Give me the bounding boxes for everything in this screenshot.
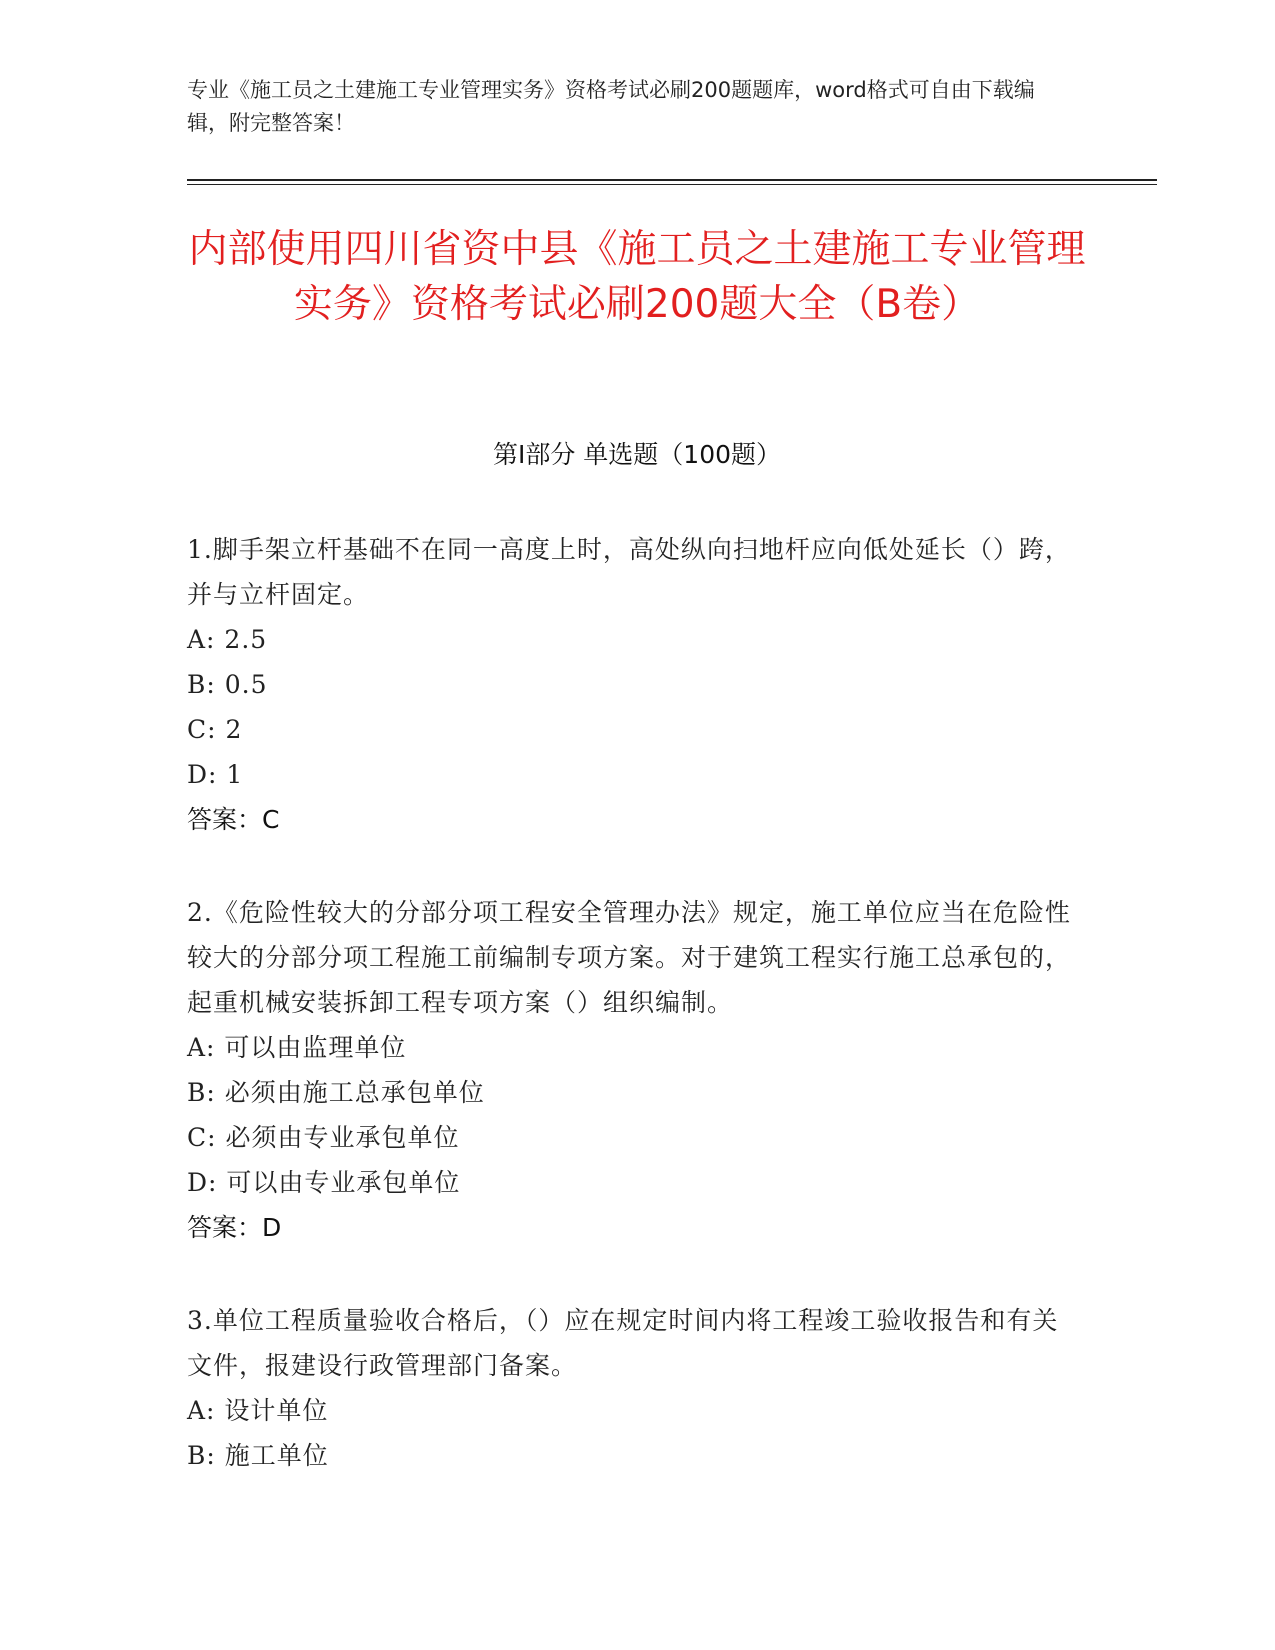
question-list (187, 527, 1072, 1526)
section-title: 第I部分 单选题（100题） (492, 440, 782, 469)
option-d: D: 可以由专业承包单位 (187, 1168, 461, 1197)
option-b: B: 0.5 (187, 670, 268, 699)
option-b: B: 必须由施工总承包单位 (187, 1078, 485, 1107)
header-note: 专业《施工员之土建施工专业管理实务》资格考试必刷200题题库，word格式可自由下载编辑，附完整答案！ (187, 78, 1035, 135)
question-stem: 1.脚手架立杆基础不在同一高度上时，高处纵向扫地杆应向低处延长（）跨，并与立杆固定。 (187, 535, 1071, 609)
question-2 (187, 890, 1072, 1250)
option-d: D: 1 (187, 760, 244, 789)
question-stem: 2.《危险性较大的分部分项工程安全管理办法》规定，施工单位应当在危险性较大的分部分项工程施工前编制专项方案。对于建筑工程实行施工总承包的，起重机械安装拆卸工程专项方案（）组织编制。 (187, 898, 1072, 1017)
question-3 (187, 1298, 1072, 1478)
header-divider-thin (187, 184, 1157, 185)
option-a: A: 2.5 (187, 625, 268, 654)
option-c: C: 必须由专业承包单位 (187, 1123, 460, 1152)
question-1 (187, 527, 1072, 842)
document-title: 内部使用四川省资中县《施工员之土建施工专业管理实务》资格考试必刷200题大全（B卷） (188, 227, 1086, 327)
option-b: B: 施工单位 (187, 1441, 329, 1470)
option-c: C: 2 (187, 715, 243, 744)
header-divider (187, 179, 1157, 181)
option-a: A: 可以由监理单位 (187, 1033, 407, 1062)
answer: 答案：C (187, 805, 280, 834)
option-a: A: 设计单位 (187, 1396, 329, 1425)
question-stem: 3.单位工程质量验收合格后，（）应在规定时间内将工程竣工验收报告和有关文件，报建设行政管理部门备案。 (187, 1306, 1059, 1380)
answer: 答案：D (187, 1213, 282, 1242)
